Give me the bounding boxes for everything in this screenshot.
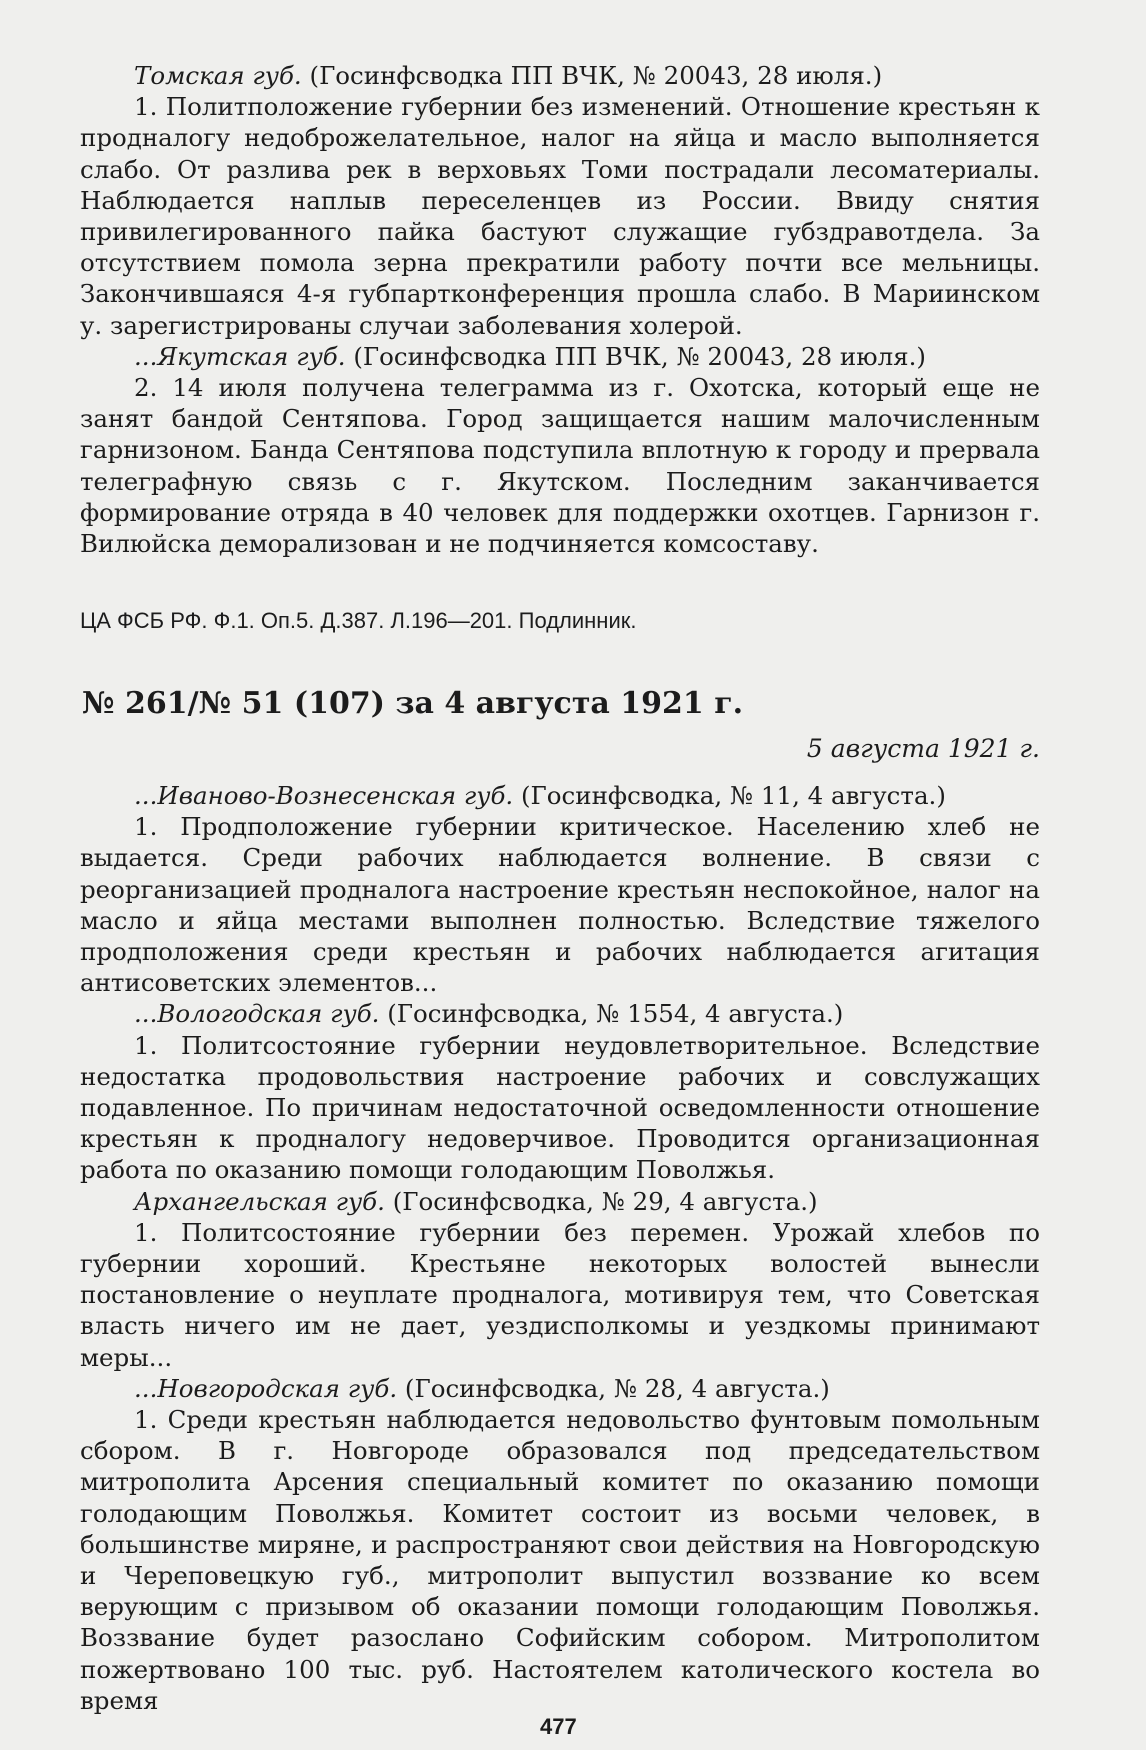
place-name: Архангельская губ.	[134, 1186, 385, 1216]
report-source: (Госинфсводка, № 1554, 4 августа.)	[379, 999, 844, 1029]
report-header-tomsk	[80, 60, 1040, 91]
paragraph: 1. Политсостояние губернии без перемен. Урожай хлебов по губернии хороший. Крестьяне некоторых волостей вынесли постановление о неуплате продналога, мотивируя тем, что Советская власть ничего им не дает, уездисполкомы и уездкомы принимают меры...	[80, 1217, 1040, 1372]
paragraph: 1. Продположение губернии критическое. Населению хлеб не выдается. Среди рабочих наблюдается волнение. В связи с реорганизацией продналога настроение крестьян неспокойное, налог на масло и яйца местами выполнен полностью. Вследствие тяжелого продположения среди крестьян и рабочих наблюдается агитация антисоветских элементов...	[80, 812, 1040, 998]
report-header-ivanovo	[80, 780, 1040, 811]
document-title: № 261/№ 51 (107) за 4 августа 1921 г.	[82, 686, 744, 721]
page-number: 477	[540, 1714, 577, 1739]
paragraph: 2. 14 июля получена телеграмма из г. Охотска, который еще не занят бандой Сентяпова. Город защищается нашим малочисленным гарнизоном. Банда Сентяпова подступила вплотную к городу и прервала телеграфную связь с г. Якутском. Последним заканчивается формирование отряда в 40 человек для поддержки охотцев. Гарнизон г. Вилюйска деморализован и не подчиняется комсоставу.	[80, 373, 1040, 559]
top-text-block	[80, 60, 1040, 559]
report-source: (Госинфсводка ПП ВЧК, № 20043, 28 июля.)	[301, 61, 883, 90]
report-source: (Госинфсводка ПП ВЧК, № 20043, 28 июля.)	[345, 341, 926, 371]
paragraph: 1. Среди крестьян наблюдается недовольство фунтовым помольным сбором. В г. Новгороде образовался под председательством митрополита Арсения специальный комитет по оказанию помощи голодающим Поволжья. Комитет состоит из восьми человек, в большинстве миряне, и распространяют свои действия на Новгородскую и Череповецкую губ., митрополит выпустил воззвание ко всем верующим с призывом об оказании помощи голодающим Поволжья. Воззвание будет разослано Софийским собором. Митрополитом пожертвовано 100 тыс. руб. Настоятелем католического костела во время	[80, 1405, 1040, 1715]
paragraph: 1. Политположение губернии без изменений. Отношение крестьян к продналогу недоброжелательное, налог на яйца и масло выполняется слабо. От разлива рек в верховьях Томи пострадали лесоматериалы. Наблюдается наплыв переселенцев из России. Ввиду снятия привилегированного пайка бастуют служащие губздравотдела. За отсутствием помола зерна прекратили работу почти все мельницы. Закончившаяся 4-я губпартконференция прошла слабо. В Мариинском у. зарегистрированы случаи заболевания холерой.	[80, 92, 1040, 340]
report-header-novgorod	[80, 1373, 1040, 1404]
report-header-yakutsk	[80, 341, 1040, 372]
report-source: (Госинфсводка, № 29, 4 августа.)	[384, 1186, 818, 1216]
place-name: Томская губ.	[134, 61, 302, 90]
report-header-arkhangelsk	[80, 1186, 1040, 1217]
place-name: ...Якутская губ.	[134, 341, 346, 371]
report-header-vologda	[80, 998, 1040, 1029]
report-source: (Госинфсводка, № 28, 4 августа.)	[397, 1373, 830, 1403]
document-date: 5 августа 1921 г.	[806, 734, 1040, 763]
archive-reference: ЦА ФСБ РФ. Ф.1. Оп.5. Д.387. Л.196—201. Подлинник.	[80, 608, 637, 633]
place-name: ...Иваново-Вознесенская губ.	[134, 781, 514, 810]
main-text-block	[80, 780, 1040, 1716]
report-source: (Госинфсводка, № 11, 4 августа.)	[513, 781, 946, 810]
paragraph: 1. Политсостояние губернии неудовлетворительное. Вследствие недостатка продовольствия настроение рабочих и совслужащих подавленное. По причинам недостаточной осведомленности отношение крестьян к продналогу недоверчивое. Проводится организационная работа по оказанию помощи голодающим Поволжья.	[80, 1030, 1040, 1185]
place-name: ...Вологодская губ.	[134, 999, 380, 1029]
place-name: ...Новгородская губ.	[134, 1373, 398, 1403]
